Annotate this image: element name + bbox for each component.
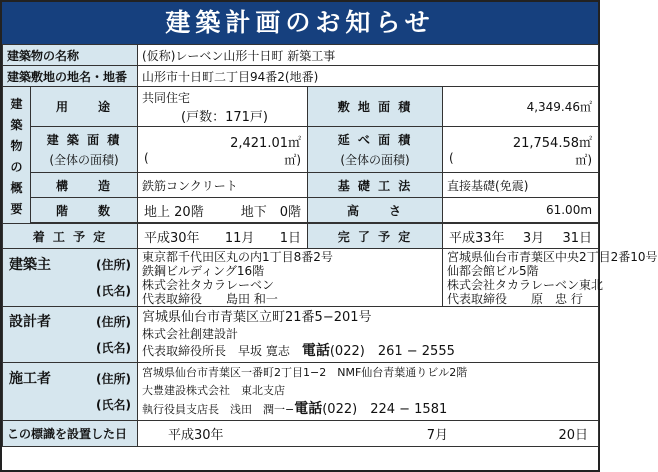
building-name-label: 建築物の名称 [3, 45, 138, 66]
sign-title: 建築計画のお知らせ [2, 2, 598, 44]
start-value: 平成30年 11月 1日 [138, 224, 308, 249]
row-designer [3, 307, 599, 363]
row-area [3, 127, 599, 173]
completion-label: 完 了 予 定 [308, 224, 443, 249]
site-area-value: 4,349.46㎡ [443, 87, 599, 127]
designer-value: 宮城県仙台市青葉区立町21番5−201号 株式会社創建設計 代表取締役所長 早坂 寛志 電話(022) 261 − 2555 [138, 307, 599, 363]
row-floors [3, 198, 599, 223]
row-site [3, 66, 599, 87]
posted-value: 平成30年 7月 20日 [138, 421, 599, 447]
use-label: 用 途 [31, 87, 138, 127]
site-area-label: 敷 地 面 積 [308, 87, 443, 127]
contractor-value: 宮城県仙台市青葉区一番町2丁目1−2 NMF仙台青葉通りビル2階 大豊建設株式会社 東北支店 執行役員支店長 浅田 潤一−電話(022) 224 − 1581 [138, 363, 599, 421]
building-area-label: 建 築 面 積 (全体の面積) [31, 127, 138, 173]
floors-label: 階 数 [31, 198, 138, 223]
designer-label: 設計者 (住所) (氏名) [3, 307, 138, 363]
posted-label: この標識を設置した日 [3, 421, 138, 447]
row-posted [3, 421, 599, 447]
building-name-value: (仮称)レーベン山形十日町 新築工事 [138, 45, 599, 66]
start-label: 着 工 予 定 [3, 224, 138, 249]
row-building-name [3, 45, 599, 66]
row-owner [3, 249, 599, 307]
foundation-value: 直接基礎(免震) [443, 173, 599, 198]
site-value: 山形市十日町二丁目94番2(地番) [138, 66, 599, 87]
overview-category: 建 築 物 の 概 要 [3, 87, 31, 224]
floor-area-value: 21,754.58㎡ ( ㎡) [443, 127, 599, 173]
row-use [3, 87, 599, 127]
height-label: 高 さ [308, 198, 443, 223]
floor-area-label: 延 べ 面 積 (全体の面積) [308, 127, 443, 173]
floors-value: 地上 20階 地下 0階 [138, 198, 308, 223]
use-value: 共同住宅 (戸数：171戸) [138, 87, 308, 127]
contractor-label: 施工者 (住所) (氏名) [3, 363, 138, 421]
height-value: 61.00m [443, 198, 599, 223]
completion-value: 平成33年 3月 31日 [443, 224, 599, 249]
structure-label: 構 造 [31, 173, 138, 198]
owner-label: 建築主 (住所) (氏名) [3, 249, 138, 307]
owner-left: 東京都千代田区丸の内1丁目8番2号 鉄鋼ビルディング16階 株式会社タカラレーベン 代表取締役 島田 和一 [138, 249, 443, 307]
structure-value: 鉄筋コンクリート [138, 173, 308, 198]
row-contractor [3, 363, 599, 421]
row-schedule [3, 224, 599, 249]
owner-right: 宮城県仙台市青葉区中央2丁目2番10号 仙都会館ビル5階 株式会社タカラレーベン東北 代表取締役 原 忠 行 [443, 249, 599, 307]
foundation-label: 基 礎 工 法 [308, 173, 443, 198]
row-structure [3, 173, 599, 198]
site-label: 建築敷地の地名・地番 [3, 66, 138, 87]
building-area-value: 2,421.01㎡ ( ㎡) [138, 127, 308, 173]
notice-table [2, 44, 658, 447]
